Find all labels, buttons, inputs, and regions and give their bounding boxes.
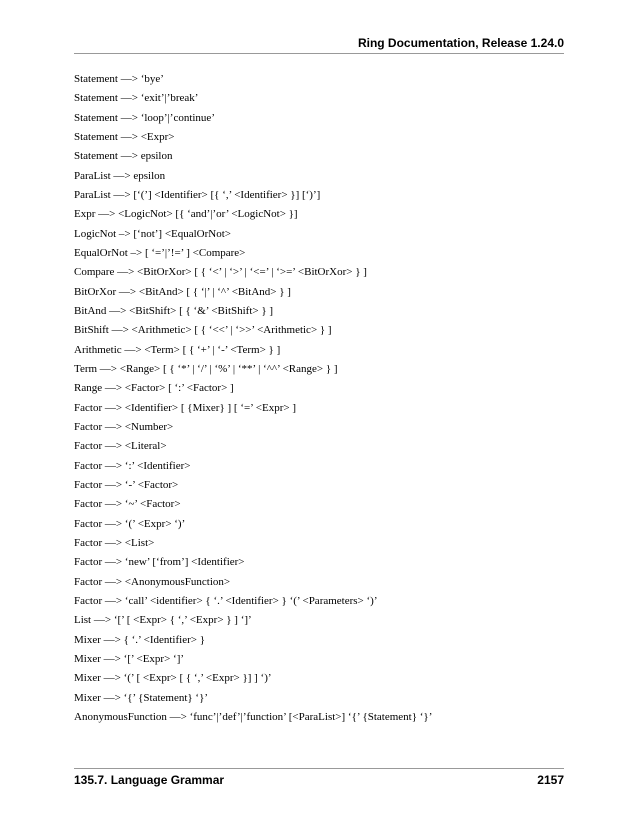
- grammar-line: Factor —> <Literal>: [74, 440, 167, 453]
- section-title: 135.7. Language Grammar: [74, 773, 225, 787]
- header-rule: [74, 53, 564, 54]
- grammar-line: BitAnd —> <BitShift> [ { ‘&’ <BitShift> } ]: [74, 304, 274, 317]
- grammar-line: Statement —> ‘bye’: [74, 73, 164, 85]
- grammar-line: Mixer —> ‘{’ {Statement} ‘}’: [74, 691, 209, 704]
- grammar-line: BitOrXor —> <BitAnd> [ { ‘|’ | ‘^’ <BitAnd> } ]: [74, 285, 291, 298]
- grammar-line: List —> ‘[’ [ <Expr> { ‘,’ <Expr> } ] ‘]’: [74, 614, 252, 627]
- grammar-line: Factor —> ‘:’ <Identifier>: [74, 459, 191, 472]
- footer-rule: [74, 768, 564, 769]
- grammar-line: LogicNot –> [‘not’] <EqualOrNot>: [74, 227, 231, 240]
- grammar-line: Compare —> <BitOrXor> [ { ‘<’ | ‘>’ | ‘<=’ | ‘>=’ <BitOrXor> } ]: [74, 266, 367, 279]
- grammar-line: ParaList —> epsilon: [74, 169, 166, 182]
- grammar-line: Mixer —> ‘(’ [ <Expr> [ { ‘,’ <Expr> }] ] ‘)’: [74, 672, 272, 685]
- grammar-line: Expr —> <LogicNot> [{ ‘and’|’or’ <LogicNot> }]: [74, 208, 298, 221]
- grammar-line: Statement —> <Expr>: [74, 130, 175, 143]
- grammar-line: Factor —> ‘-’ <Factor>: [74, 478, 179, 491]
- grammar-line: Factor —> ‘call’ <identifier> { ‘.’ <Identifier> } ‘(’ <Parameters> ‘)’: [74, 594, 378, 607]
- running-header: Ring Documentation, Release 1.24.0: [357, 36, 564, 50]
- grammar-line: Factor —> <Number>: [74, 420, 174, 433]
- grammar-line: BitShift —> <Arithmetic> [ { ‘<<’ | ‘>>’ <Arithmetic> } ]: [74, 324, 332, 337]
- grammar-line: Range —> <Factor> [ ‘:’ <Factor> ]: [74, 382, 234, 395]
- grammar-line: Mixer —> { ‘.’ <Identifier> }: [74, 633, 205, 646]
- grammar-line: AnonymousFunction —> ‘func’|’def’|’function’ [<ParaList>] ‘{’ {Statement} ‘}’: [74, 710, 433, 723]
- page-number: 2157: [537, 773, 564, 787]
- grammar-line: EqualOrNot –> [ ‘=’|’!=’ ] <Compare>: [74, 246, 246, 259]
- grammar-line: Arithmetic —> <Term> [ { ‘+’ | ‘-’ <Term> } ]: [74, 343, 281, 356]
- grammar-line: Statement —> ‘loop’|’continue’: [74, 111, 215, 124]
- grammar-line: Factor —> ‘(’ <Expr> ‘)’: [74, 517, 186, 530]
- grammar-line: Factor —> <AnonymousFunction>: [74, 575, 231, 588]
- grammar-line: Factor —> ‘new’ [‘from’] <Identifier>: [74, 556, 245, 569]
- grammar-line: Term —> <Range> [ { ‘*’ | ‘/’ | ‘%’ | ‘**’ | ‘^^’ <Range> } ]: [74, 362, 338, 375]
- grammar-line: Factor —> <Identifier> [ {Mixer} ] [ ‘=’ <Expr> ]: [74, 401, 296, 414]
- grammar-line: Statement —> ‘exit’|’break’: [74, 92, 199, 105]
- grammar-line: Statement —> epsilon: [74, 150, 173, 163]
- grammar-line: ParaList —> [‘(’] <Identifier> [{ ‘,’ <Identifier> }] [‘)’]: [74, 188, 321, 201]
- grammar-line: Mixer —> ‘[’ <Expr> ‘]’: [74, 652, 185, 665]
- grammar-rules: [74, 70, 564, 727]
- grammar-line: Factor —> ‘~’ <Factor>: [74, 498, 181, 511]
- grammar-line: Factor —> <List>: [74, 536, 155, 549]
